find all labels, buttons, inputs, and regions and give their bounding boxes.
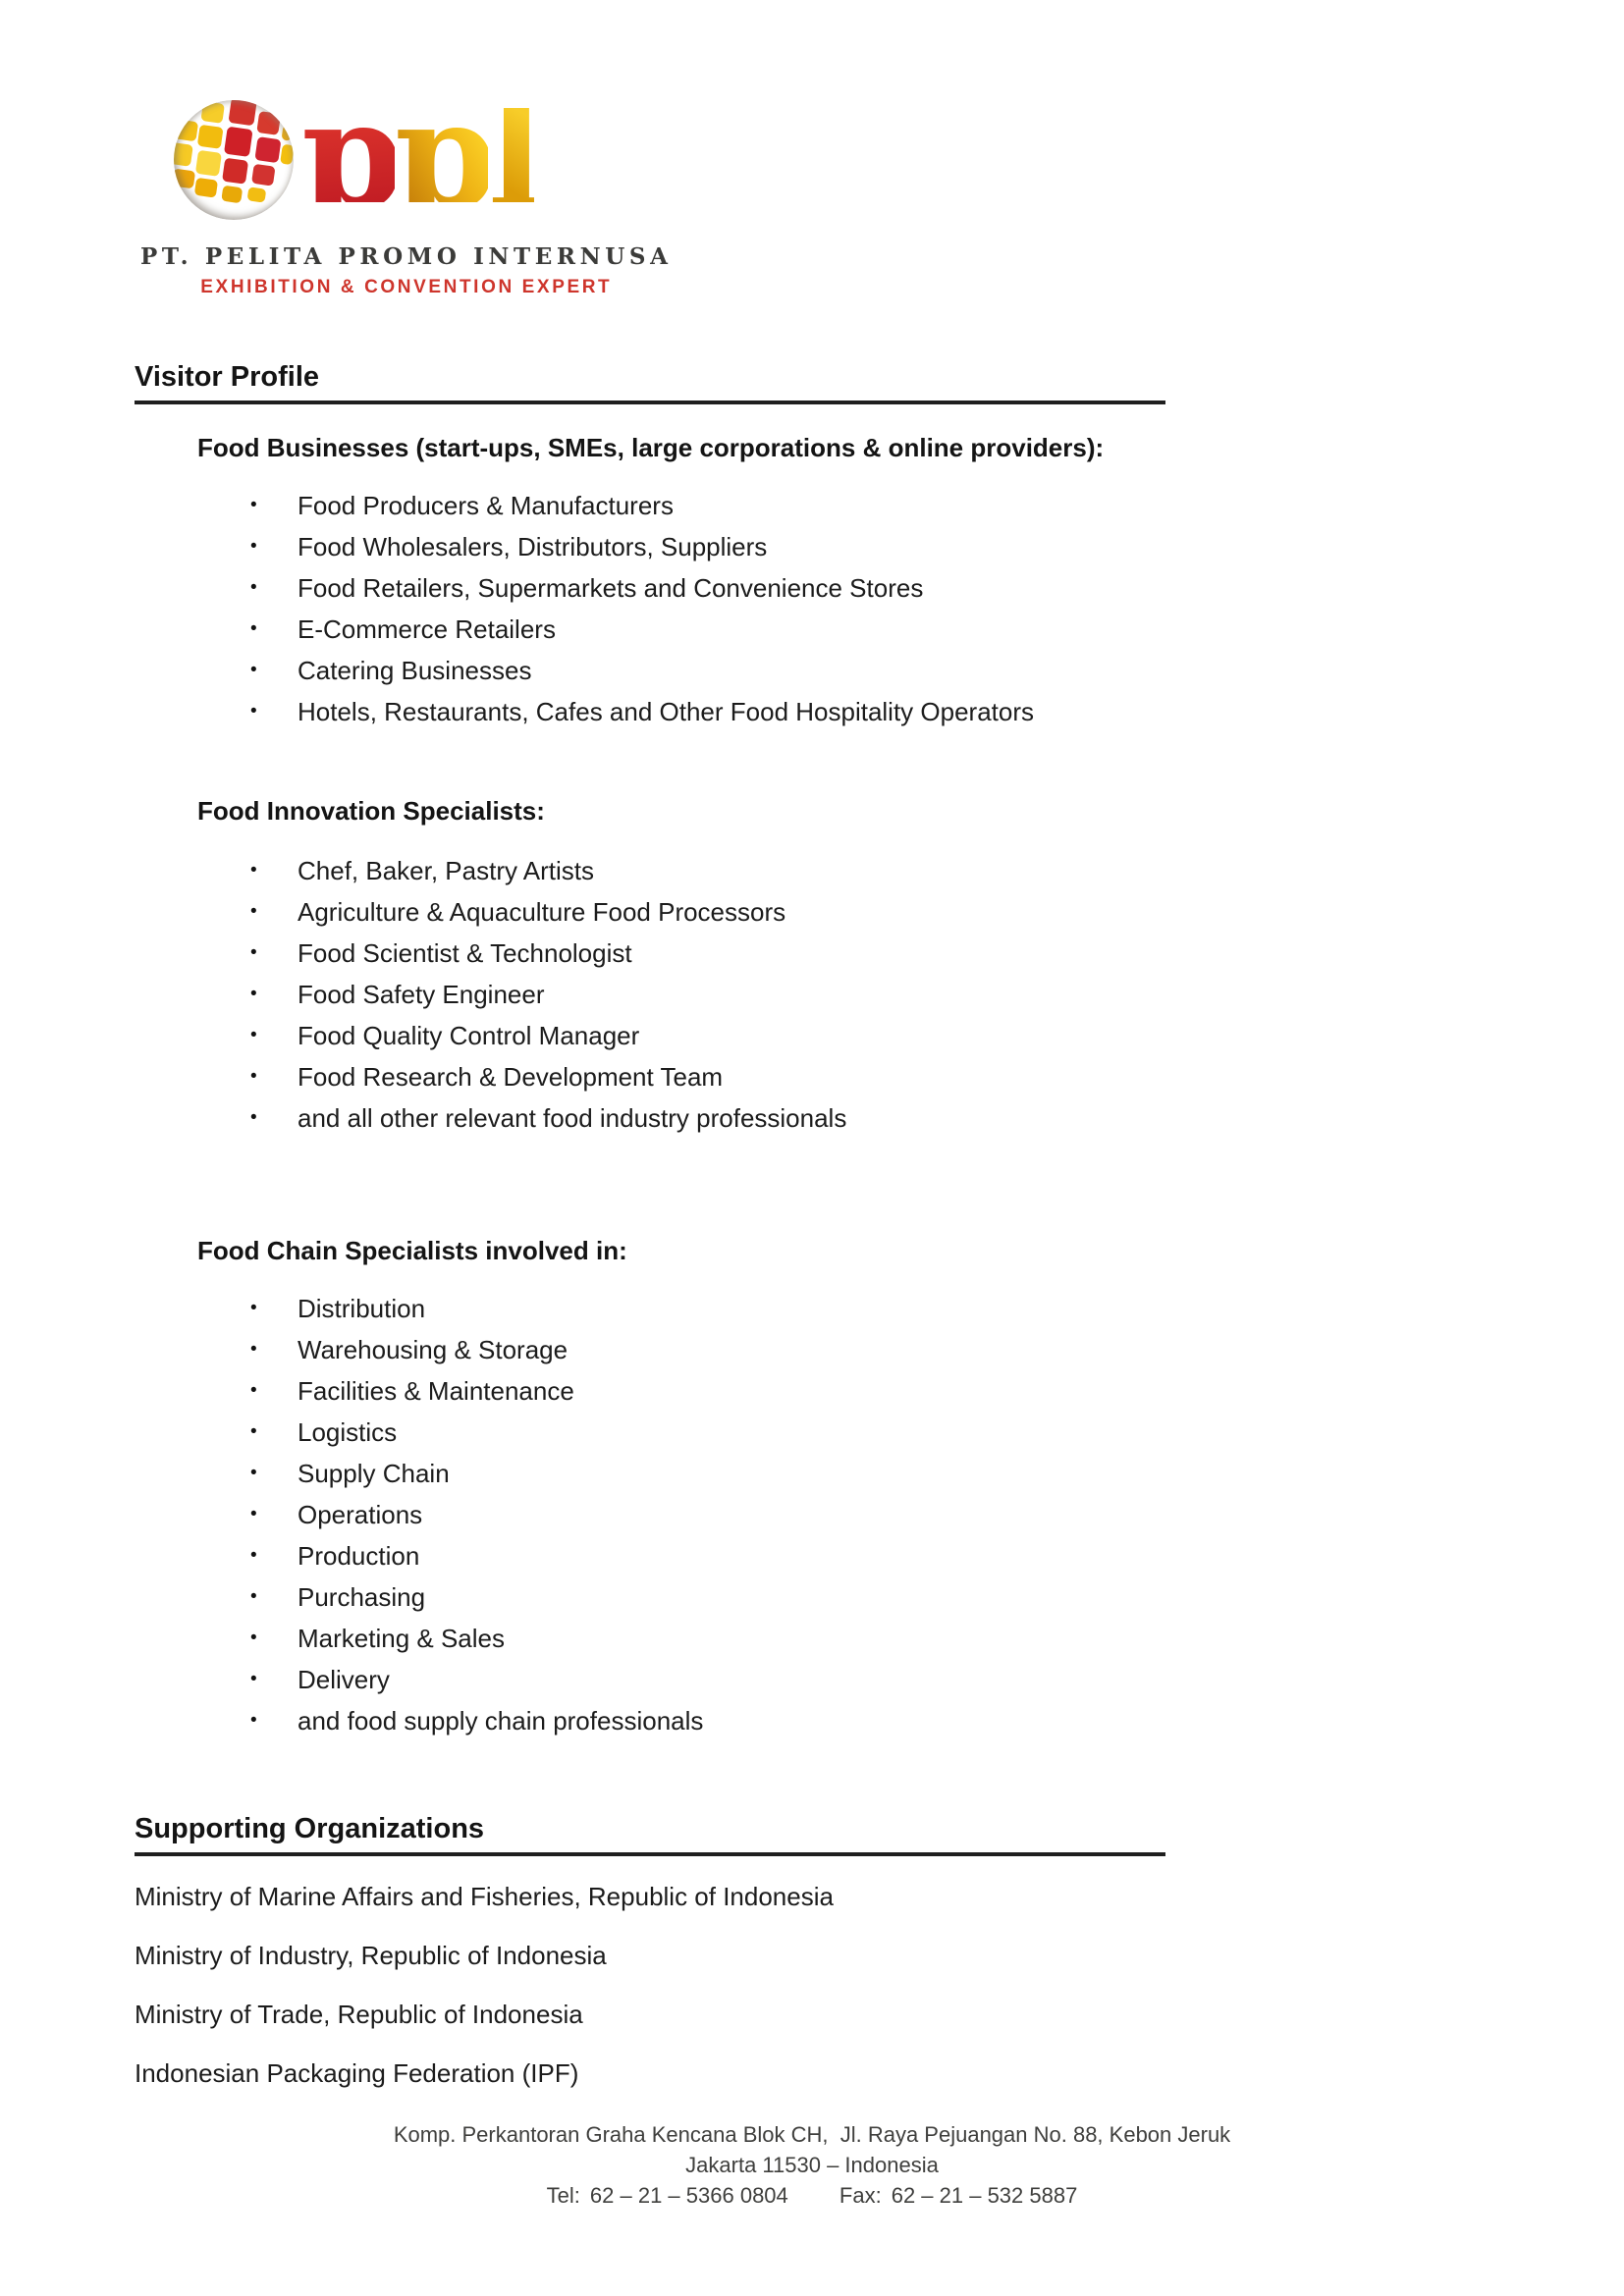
list-item-label: Production <box>298 1541 420 1571</box>
list-item <box>135 567 1165 609</box>
bullet-icon: • <box>250 1586 257 1607</box>
list-item <box>135 485 1165 526</box>
footer-fax <box>839 2183 1077 2208</box>
list-item-label: Food Wholesalers, Distributors, Suppliers <box>298 532 768 561</box>
bullet-icon: • <box>250 1545 257 1566</box>
brand-letter-1: p <box>301 69 395 241</box>
list-item-label: Marketing & Sales <box>298 1624 505 1653</box>
list-item <box>135 1097 1165 1139</box>
list-item <box>135 1659 1165 1700</box>
bullet-icon: • <box>250 577 257 598</box>
bullet-icon: • <box>250 1066 257 1087</box>
footer-tel-number: 62 – 21 – 5366 0804 <box>589 2183 788 2208</box>
bullet-icon: • <box>250 495 257 515</box>
list-item <box>135 1370 1165 1412</box>
list-item <box>135 1056 1165 1097</box>
visitor-group <box>135 1237 1165 1741</box>
organization-name: Indonesian Packaging Federation (IPF) <box>135 2058 579 2088</box>
list-item-label: Food Quality Control Manager <box>298 1021 640 1050</box>
list-item-label: Facilities & Maintenance <box>298 1376 574 1406</box>
list-item <box>135 974 1165 1015</box>
bullet-icon: • <box>250 1669 257 1689</box>
bullet-icon: • <box>250 901 257 922</box>
list-item-label: Food Producers & Manufacturers <box>298 491 674 520</box>
footer-tel-label: Tel: <box>546 2183 580 2208</box>
list-item-label: Food Research & Development Team <box>298 1062 724 1092</box>
list-item <box>135 1700 1165 1741</box>
bullet-icon: • <box>250 1421 257 1442</box>
brand-letter-3: l <box>487 69 534 241</box>
list-item <box>135 691 1165 732</box>
bullet-icon: • <box>250 1380 257 1401</box>
footer-address-line1: Komp. Perkantoran Graha Kencana Blok CH, Jl. Raya Pejuangan No. 88, Kebon Jeruk <box>393 2122 1231 2147</box>
document-body <box>135 0 1165 2117</box>
organization-name: Ministry of Marine Affairs and Fisheries, Republic of Indonesia <box>135 1882 834 1911</box>
group-heading: Food Businesses (start-ups, SMEs, large corporations & online providers): <box>197 433 1105 462</box>
supporting-organizations-list <box>135 1882 1165 2088</box>
brand-letter-2: p <box>394 69 488 241</box>
list-item-label: Logistics <box>298 1417 398 1447</box>
footer-fax-label: Fax: <box>839 2183 882 2208</box>
bullet-icon: • <box>250 1628 257 1648</box>
list-item-label: Agriculture & Aquaculture Food Processors <box>298 897 786 927</box>
visitor-group <box>135 434 1165 732</box>
list-item <box>135 1494 1165 1535</box>
list-item-label: and all other relevant food industry professionals <box>298 1103 847 1133</box>
list-item <box>135 1288 1165 1329</box>
organization-name: Ministry of Trade, Republic of Indonesia <box>135 2000 583 2029</box>
bullet-icon: • <box>250 1107 257 1128</box>
list-item <box>135 891 1165 933</box>
group-heading: Food Chain Specialists involved in: <box>197 1236 627 1265</box>
company-tagline: EXHIBITION & CONVENTION EXPERT <box>200 277 613 297</box>
list-item <box>135 1015 1165 1056</box>
list-item <box>135 1618 1165 1659</box>
footer-contact-line <box>0 2180 1624 2211</box>
list-item <box>135 933 1165 974</box>
list-item-label: and food supply chain professionals <box>298 1706 704 1735</box>
list-item-label: Supply Chain <box>298 1459 450 1488</box>
bullet-icon: • <box>250 660 257 680</box>
bullet-icon: • <box>250 618 257 639</box>
bullet-icon: • <box>250 536 257 557</box>
list-item-label: Purchasing <box>298 1582 426 1612</box>
visitor-group <box>135 797 1165 1139</box>
group-item-list <box>135 850 1165 1139</box>
group-item-list <box>135 1288 1165 1741</box>
list-item-label: Hotels, Restaurants, Cafes and Other Food Hospitality Operators <box>298 697 1035 726</box>
list-item <box>135 650 1165 691</box>
page-footer <box>0 2119 1624 2211</box>
list-item-label: Distribution <box>298 1294 426 1323</box>
list-item <box>135 526 1165 567</box>
list-item <box>135 609 1165 650</box>
list-item <box>135 1453 1165 1494</box>
list-item-label: Catering Businesses <box>298 656 532 685</box>
list-item-label: Food Safety Engineer <box>298 980 545 1009</box>
list-item <box>135 1329 1165 1370</box>
list-item-label: Chef, Baker, Pastry Artists <box>298 856 594 885</box>
section-title-visitor-profile: Visitor Profile <box>135 362 1165 404</box>
list-item-label: Food Retailers, Supermarkets and Convenience Stores <box>298 573 924 603</box>
bullet-icon: • <box>250 1339 257 1360</box>
list-item <box>135 1576 1165 1618</box>
bullet-icon: • <box>250 1298 257 1318</box>
bullet-icon: • <box>250 1504 257 1524</box>
list-item-label: Delivery <box>298 1665 390 1694</box>
bullet-icon: • <box>250 942 257 963</box>
list-item-label: E-Commerce Retailers <box>298 614 556 644</box>
bullet-icon: • <box>250 984 257 1004</box>
visitor-profile-groups <box>135 434 1165 1741</box>
bullet-icon: • <box>250 701 257 721</box>
list-item-label: Operations <box>298 1500 423 1529</box>
list-item <box>135 1535 1165 1576</box>
footer-address-line2: Jakarta 11530 – Indonesia <box>685 2153 939 2177</box>
bullet-icon: • <box>250 860 257 881</box>
bullet-icon: • <box>250 1463 257 1483</box>
section-title-supporting-organizations: Supporting Organizations <box>135 1814 1165 1856</box>
list-item <box>135 1412 1165 1453</box>
group-heading: Food Innovation Specialists: <box>197 796 545 826</box>
list-item <box>135 850 1165 891</box>
footer-tel <box>547 2183 788 2208</box>
bullet-icon: • <box>250 1710 257 1731</box>
footer-fax-number: 62 – 21 – 532 5887 <box>891 2183 1078 2208</box>
list-item-label: Food Scientist & Technologist <box>298 938 632 968</box>
organization-name: Ministry of Industry, Republic of Indonesia <box>135 1941 607 1970</box>
company-name: PT. PELITA PROMO INTERNUSA <box>140 243 673 270</box>
bullet-icon: • <box>250 1025 257 1045</box>
group-item-list <box>135 485 1165 732</box>
list-item-label: Warehousing & Storage <box>298 1335 568 1364</box>
